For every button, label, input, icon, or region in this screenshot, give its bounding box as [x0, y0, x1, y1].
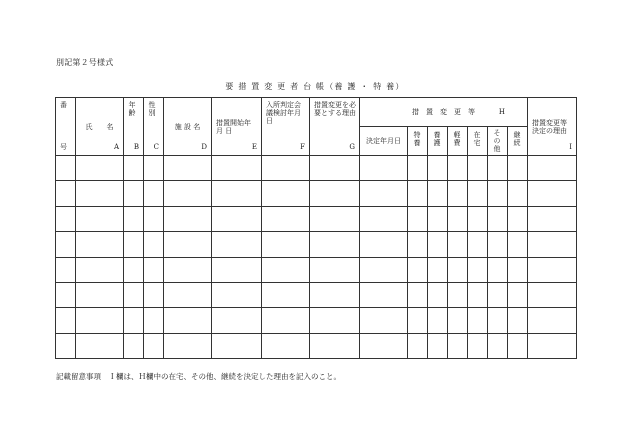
ledger-cell[interactable]: [310, 181, 360, 206]
ledger-cell[interactable]: [164, 282, 212, 307]
ledger-cell[interactable]: [262, 333, 310, 358]
ledger-cell[interactable]: [360, 181, 408, 206]
ledger-cell[interactable]: [528, 308, 577, 333]
col-decision-reason-header: 措置変更等決定の理由 I: [528, 98, 577, 156]
ledger-row: [56, 308, 577, 333]
ledger-cell[interactable]: [212, 156, 262, 181]
ledger-cell[interactable]: [56, 308, 76, 333]
ledger-cell[interactable]: [124, 282, 144, 307]
col-decision-date-header: 決定年月日: [360, 127, 408, 156]
ledger-row: [56, 257, 577, 282]
ledger-cell[interactable]: [468, 181, 488, 206]
ledger-cell[interactable]: [508, 181, 528, 206]
ledger-cell[interactable]: [164, 308, 212, 333]
ledger-cell[interactable]: [528, 257, 577, 282]
ledger-cell[interactable]: [310, 232, 360, 257]
ledger-cell[interactable]: [508, 206, 528, 231]
ledger-cell[interactable]: [408, 257, 428, 282]
ledger-cell[interactable]: [164, 206, 212, 231]
col-age-header: 年齢 B: [124, 98, 144, 156]
ledger-cell[interactable]: [468, 232, 488, 257]
ledger-cell[interactable]: [488, 333, 508, 358]
ledger-cell[interactable]: [428, 156, 448, 181]
ledger-cell[interactable]: [212, 206, 262, 231]
ledger-cell[interactable]: [310, 282, 360, 307]
ledger-cell[interactable]: [488, 206, 508, 231]
ledger-cell[interactable]: [448, 232, 468, 257]
ledger-cell[interactable]: [528, 181, 577, 206]
ledger-cell[interactable]: [508, 308, 528, 333]
ledger-cell[interactable]: [144, 257, 164, 282]
ledger-cell[interactable]: [508, 232, 528, 257]
form-number-label: 別記第２号様式: [56, 58, 114, 67]
ledger-cell[interactable]: [164, 156, 212, 181]
ledger-cell[interactable]: [528, 156, 577, 181]
ledger-cell[interactable]: [212, 257, 262, 282]
col-facility-header: 施 設 名 D: [164, 98, 212, 156]
ledger-cell[interactable]: [528, 282, 577, 307]
ledger-cell[interactable]: [76, 282, 124, 307]
ledger-row: [56, 232, 577, 257]
ledger-cell[interactable]: [310, 333, 360, 358]
ledger-cell[interactable]: [448, 156, 468, 181]
ledger-cell[interactable]: [144, 181, 164, 206]
ledger-cell[interactable]: [408, 181, 428, 206]
ledger-cell[interactable]: [124, 232, 144, 257]
col-sex-header: 性別 C: [144, 98, 164, 156]
ledger-cell[interactable]: [360, 232, 408, 257]
ledger-cell[interactable]: [124, 333, 144, 358]
ledger-cell[interactable]: [124, 308, 144, 333]
ledger-cell[interactable]: [488, 282, 508, 307]
ledger-cell[interactable]: [310, 206, 360, 231]
ledger-cell[interactable]: [360, 282, 408, 307]
ledger-cell[interactable]: [144, 232, 164, 257]
ledger-cell[interactable]: [76, 257, 124, 282]
ledger-cell[interactable]: [468, 333, 488, 358]
ledger-cell[interactable]: [56, 181, 76, 206]
ledger-cell[interactable]: [76, 206, 124, 231]
ledger-cell[interactable]: [144, 156, 164, 181]
ledger-cell[interactable]: [262, 308, 310, 333]
ledger-cell[interactable]: [56, 206, 76, 231]
ledger-cell[interactable]: [262, 181, 310, 206]
ledger-table: [55, 97, 577, 359]
ledger-cell[interactable]: [360, 257, 408, 282]
ledger-cell[interactable]: [360, 206, 408, 231]
ledger-cell[interactable]: [488, 156, 508, 181]
ledger-cell[interactable]: [428, 206, 448, 231]
ledger-cell[interactable]: [448, 257, 468, 282]
ledger-cell[interactable]: [76, 333, 124, 358]
ledger-cell[interactable]: [468, 257, 488, 282]
ledger-cell[interactable]: [508, 257, 528, 282]
ledger-cell[interactable]: [488, 257, 508, 282]
ledger-cell[interactable]: [164, 232, 212, 257]
ledger-cell[interactable]: [360, 156, 408, 181]
ledger-row: [56, 333, 577, 358]
ledger-cell[interactable]: [448, 206, 468, 231]
ledger-cell[interactable]: [212, 308, 262, 333]
ledger-cell[interactable]: [144, 333, 164, 358]
col-start-date-header: 措置開始年 月 日 E: [212, 98, 262, 156]
ledger-cell[interactable]: [468, 156, 488, 181]
ledger-cell[interactable]: [528, 206, 577, 231]
ledger-cell[interactable]: [310, 308, 360, 333]
ledger-body: [56, 156, 577, 359]
ledger-cell[interactable]: [408, 232, 428, 257]
ledger-cell[interactable]: [408, 333, 428, 358]
ledger-cell[interactable]: [76, 232, 124, 257]
ledger-cell[interactable]: [508, 282, 528, 307]
ledger-row: [56, 156, 577, 181]
ledger-cell[interactable]: [508, 156, 528, 181]
ledger-cell[interactable]: [360, 308, 408, 333]
document-title: 要 措 置 変 更 者 台 帳（養 護 ・ 特 養）: [225, 82, 405, 91]
ledger-cell[interactable]: [428, 282, 448, 307]
ledger-cell[interactable]: [262, 206, 310, 231]
ledger-row: [56, 282, 577, 307]
ledger-cell[interactable]: [508, 333, 528, 358]
ledger-cell[interactable]: [468, 308, 488, 333]
ledger-cell[interactable]: [428, 232, 448, 257]
ledger-cell[interactable]: [360, 333, 408, 358]
ledger-row: [56, 206, 577, 231]
col-keihi-header: 軽費: [448, 127, 468, 156]
ledger-cell[interactable]: [144, 308, 164, 333]
ledger-cell[interactable]: [76, 181, 124, 206]
ledger-cell[interactable]: [262, 257, 310, 282]
ledger-cell[interactable]: [124, 257, 144, 282]
ledger-cell[interactable]: [56, 156, 76, 181]
ledger-cell[interactable]: [56, 333, 76, 358]
col-no-header: 番 号: [56, 98, 76, 156]
ledger-cell[interactable]: [262, 232, 310, 257]
ledger-cell[interactable]: [468, 206, 488, 231]
col-admission-header: 入所判定会議検討年月日 F: [262, 98, 310, 156]
ledger-cell[interactable]: [428, 181, 448, 206]
ledger-cell[interactable]: [56, 232, 76, 257]
ledger-cell[interactable]: [528, 232, 577, 257]
ledger-cell[interactable]: [310, 156, 360, 181]
col-keizoku-header: 継続: [508, 127, 528, 156]
ledger-cell[interactable]: [408, 282, 428, 307]
col-change-group-header: 措 置 変 更 等 H: [360, 98, 528, 127]
ledger-cell[interactable]: [428, 308, 448, 333]
col-name-header: 氏 名 A: [76, 98, 124, 156]
col-tokuyo-header: 特養: [408, 127, 428, 156]
ledger-cell[interactable]: [76, 308, 124, 333]
ledger-cell[interactable]: [56, 257, 76, 282]
ledger-cell[interactable]: [144, 206, 164, 231]
ledger-cell[interactable]: [428, 333, 448, 358]
ledger-cell[interactable]: [212, 232, 262, 257]
ledger-cell[interactable]: [488, 308, 508, 333]
ledger-cell[interactable]: [408, 308, 428, 333]
ledger-cell[interactable]: [468, 282, 488, 307]
ledger-cell[interactable]: [448, 282, 468, 307]
col-zaitaku-header: 在宅: [468, 127, 488, 156]
ledger-cell[interactable]: [56, 282, 76, 307]
ledger-cell[interactable]: [144, 282, 164, 307]
col-reason-header: 措置変更を必要とする理由 G: [310, 98, 360, 156]
ledger-cell[interactable]: [408, 156, 428, 181]
ledger-cell[interactable]: [428, 257, 448, 282]
ledger-cell[interactable]: [448, 333, 468, 358]
ledger-cell[interactable]: [124, 156, 144, 181]
footer-note: 記載留意事項 Ｉ欄は、Ｈ欄中の在宅、その他、継続を決定した理由を記入のこと。: [56, 372, 341, 381]
ledger-cell[interactable]: [76, 156, 124, 181]
ledger-cell[interactable]: [528, 333, 577, 358]
ledger-cell[interactable]: [212, 333, 262, 358]
ledger-row: [56, 181, 577, 206]
ledger-cell[interactable]: [164, 181, 212, 206]
ledger-cell[interactable]: [488, 181, 508, 206]
ledger-cell[interactable]: [164, 257, 212, 282]
ledger-cell[interactable]: [124, 206, 144, 231]
col-sonota-header: その他: [488, 127, 508, 156]
ledger-cell[interactable]: [262, 156, 310, 181]
ledger-cell[interactable]: [310, 257, 360, 282]
ledger-cell[interactable]: [164, 333, 212, 358]
ledger-cell[interactable]: [448, 181, 468, 206]
header-row-1: [56, 98, 577, 127]
ledger-cell[interactable]: [408, 206, 428, 231]
ledger-cell[interactable]: [262, 282, 310, 307]
ledger-cell[interactable]: [488, 232, 508, 257]
ledger-cell[interactable]: [212, 282, 262, 307]
ledger-cell[interactable]: [448, 308, 468, 333]
ledger-cell[interactable]: [212, 181, 262, 206]
ledger-cell[interactable]: [124, 181, 144, 206]
col-yogo-header: 養護: [428, 127, 448, 156]
